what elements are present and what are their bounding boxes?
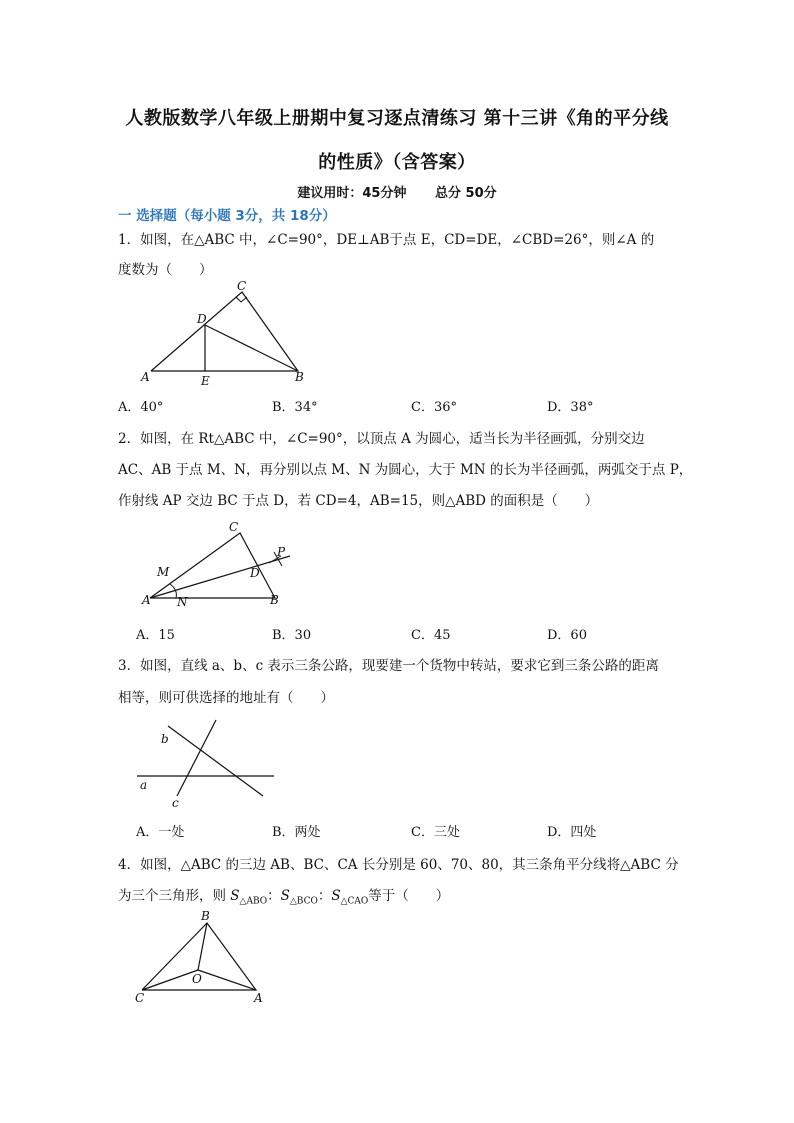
question-1-figure [135,279,315,388]
q4-line2-prefix: 为三个三角形，则 [118,888,231,904]
question-3-text-line1: 3．如图，直线 a、b、c 表示三条公路，现要建一个货物中转站，要求它到三条公路的距离 [118,658,659,674]
document-title-line2: 的性质》（含答案） [318,152,476,173]
area-sub-cao: △CAO [340,896,369,907]
ratio-sep-1: ： [267,888,281,904]
label-b: B [295,370,304,384]
area-symbol-2: S [280,888,290,904]
suggested-time: 建议用时：45分钟 [297,186,407,201]
q3-option-d[interactable]: D．四处 [547,825,597,840]
total-score: 总分 50分 [435,186,497,201]
document-title-line1: 人教版数学八年级上册期中复习逐点清练习 第十三讲《角的平分线 [125,108,669,129]
question-2-text-line1: 2．如图，在 Rt△ABC 中，∠C=90°，以顶点 A 为圆心，适当长为半径画弧，分别交边 [118,431,645,447]
ratio-sep-2: ： [317,888,332,904]
segment-db [205,325,298,371]
q3-option-b[interactable]: B．两处 [272,825,321,840]
label-b: B [201,909,210,923]
label-a: A [142,593,151,607]
segment-oa [198,970,256,990]
question-4-figure [132,908,272,1008]
segment-oc [142,970,198,990]
exam-meta [0,182,794,201]
label-b: b [161,732,169,746]
label-n: N [177,595,188,609]
area-sub-bco: △BCO [289,896,318,907]
label-c: c [172,796,179,810]
question-2-figure [140,518,300,610]
q1-option-a[interactable]: A．40° [118,400,164,415]
area-sub-abo: △ABO [239,896,268,907]
question-2-text-line3: 作射线 AP 交边 BC 于点 D，若 CD=4，AB=15，则△ABD 的面积是（ ） [118,493,599,509]
question-3-text-line2: 相等，则可供选择的地址有（ ） [118,690,334,706]
label-a: a [140,778,148,792]
question-4-text-line2 [118,884,449,907]
area-symbol-1: S [230,888,240,904]
q2-option-a[interactable]: A．15 [136,628,175,643]
q1-option-c[interactable]: C．36° [411,400,457,415]
label-c: C [135,991,145,1005]
label-b: B [270,593,279,607]
question-2-text-line2: AC、AB 于点 M、N，再分别以点 M、N 为圆心，大于 MN 的长为半径画弧，两弧交于点 P， [118,462,693,478]
question-4-text-line1: 4．如图，△ABC 的三边 AB、BC、CA 长分别是 60、70、80，其三条角平分线将△ABC 分 [118,857,679,873]
q4-line2-suffix: 等于（ ） [368,888,450,904]
label-d: D [197,312,207,326]
label-d: D [250,566,260,580]
right-angle-mark [236,297,247,302]
q1-option-d[interactable]: D．38° [547,400,594,415]
question-1-text-line2: 度数为（ ） [118,262,213,278]
q1-option-b[interactable]: B．34° [272,400,318,415]
q2-option-b[interactable]: B．30 [272,628,312,643]
q2-option-c[interactable]: C．45 [411,628,451,643]
label-m: M [157,565,170,579]
label-p: P [277,545,286,559]
line-c [177,720,216,796]
question-1-text-line1: 1．如图，在△ABC 中，∠C=90°，DE⊥AB于点 E，CD=DE，∠CBD=26°，则∠A 的 [118,232,655,248]
ray-ap [150,556,290,598]
label-e: E [201,374,210,388]
label-a: A [254,991,263,1005]
q3-option-a[interactable]: A．一处 [136,825,185,840]
section-title: 一 选择题（每小题 3分，共 18分） [118,208,336,224]
label-c: C [237,279,247,293]
question-3-figure [135,715,280,810]
area-symbol-3: S [331,888,341,904]
q3-option-c[interactable]: C．三处 [411,825,460,840]
label-a: A [141,370,150,384]
label-o: O [192,972,202,986]
label-c: C [229,520,239,534]
triangle-abc [151,292,298,371]
q2-option-d[interactable]: D．60 [547,628,587,643]
